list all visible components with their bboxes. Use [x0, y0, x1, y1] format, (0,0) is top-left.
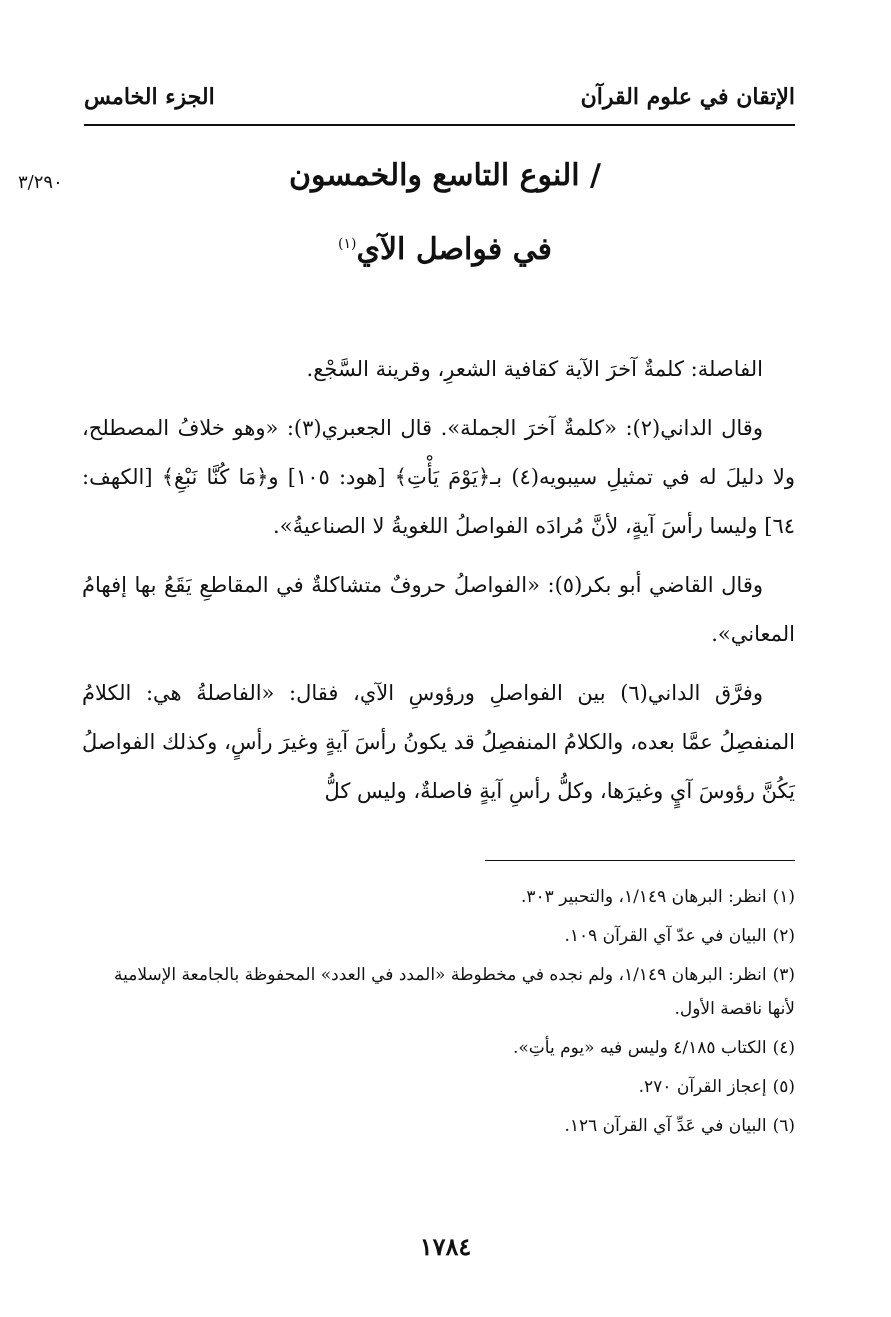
main-text: [82, 345, 795, 826]
page-number: ١٧٨٤: [419, 1232, 472, 1261]
footnote: [82, 1070, 795, 1104]
footnote-text: إعجاز القرآن ٢٧٠.: [638, 1077, 767, 1097]
footnote: [82, 1109, 795, 1143]
footnote: [82, 1031, 795, 1065]
footnote-number: (٣): [772, 965, 795, 985]
footnote: [82, 880, 795, 914]
volume-label: الجزء الخامس: [84, 84, 215, 110]
footnote-text: البيان في عدّ آي القرآن ١٠٩.: [564, 926, 767, 946]
footnote: [82, 958, 795, 1026]
footnote-separator: [485, 860, 795, 861]
paragraph: وقال الداني(٢): «كلمةٌ آخرَ الجملة». قال الجعبري(٣): «وهو خلافُ المصطلح، ولا دليلَ له في تمثيلِ سيبويه(٤) بـ﴿يَوْمَ يَأْتِ﴾ [هود: ١٠٥] و﴿مَا كُنَّا نَبْغِ﴾ [الكهف: ٦٤] وليسا رأسَ آيةٍ، لأنَّ مُرادَه الفواصلُ اللغويةُ لا الصناعيةُ».: [82, 416, 795, 538]
running-header: [84, 84, 795, 126]
chapter-subtitle-text: في فواصل الآي: [356, 232, 552, 267]
footnotes: [82, 880, 795, 1148]
paragraph: وفرَّق الداني(٦) بين الفواصلِ ورؤوسِ الآي، فقال: «الفاصلةُ هي: الكلامُ المنفصِلُ عمَّا بعده، والكلامُ المنفصِلُ قد يكونُ رأسَ آيةٍ وغيرَ رأسٍ، وكذلك الفواصلُ يَكُنَّ رؤوسَ آيٍ وغيرَها، وكلُّ رأسِ آيةٍ فاصلةٌ، وليس كلُّ: [82, 681, 795, 803]
footnote-number: (٢): [772, 926, 795, 946]
footnote-number: (١): [772, 887, 795, 907]
footnote-text: انظر: البرهان ١/١٤٩، ولم نجده في مخطوطة «المدد في العدد» المحفوظة بالجامعة الإسلامية لأنها ناقصة الأول.: [113, 965, 795, 1019]
chapter-subtitle: [230, 232, 660, 267]
book-title: الإتقان في علوم القرآن: [580, 84, 795, 110]
footnote-number: (٤): [772, 1038, 795, 1058]
paragraph: الفاصلة: كلمةٌ آخرَ الآية كقافية الشعرِ، وقرينة السَّجْع.: [306, 357, 763, 381]
footnote-text: البيان في عَدِّ آي القرآن ١٢٦.: [564, 1116, 767, 1136]
footnote-number: (٥): [772, 1077, 795, 1097]
footnote: [82, 919, 795, 953]
footnote-text: انظر: البرهان ١/١٤٩، والتحبير ٣٠٣.: [520, 887, 767, 907]
chapter-title: / النوع التاسع والخمسون: [289, 158, 601, 193]
footnote-number: (٦): [772, 1116, 795, 1136]
footnote-marker: (١): [338, 236, 357, 252]
original-page-reference: ٣/٢٩٠: [18, 172, 63, 193]
paragraph: وقال القاضي أبو بكر(٥): «الفواصلُ حروفٌ متشاكلةٌ في المقاطعِ يَقَعُ بها إفهامُ المعاني».: [82, 573, 795, 646]
footnote-text: الكتاب ٤/١٨٥ وليس فيه «يوم يأتِ».: [512, 1038, 767, 1058]
